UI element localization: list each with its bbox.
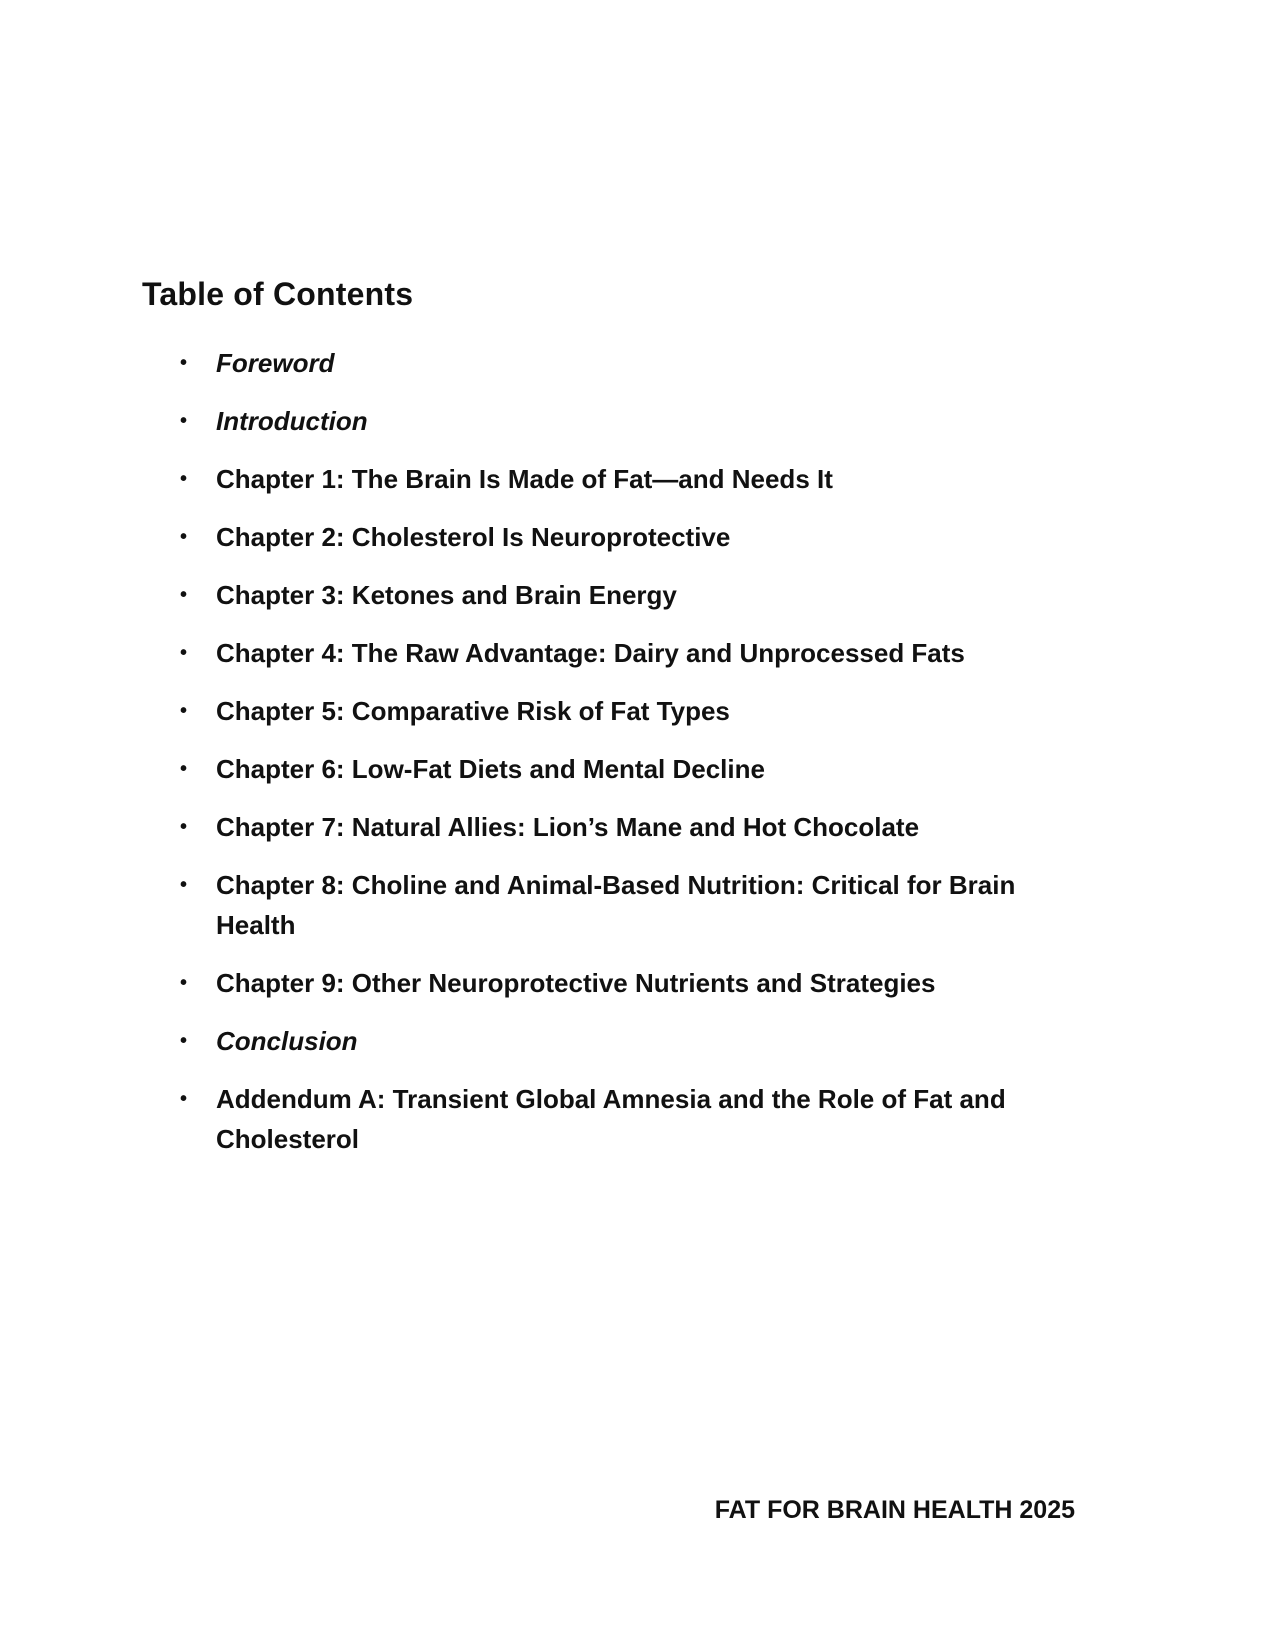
toc-item-chapter-5 [178,691,1098,731]
bullet-icon: • [180,468,188,490]
toc-item-introduction [178,401,1098,441]
toc-item-label: Chapter 5: Comparative Risk of Fat Types [216,696,730,726]
toc-item-chapter-7 [178,807,1098,847]
bullet-icon: • [180,1030,188,1052]
toc-item-label: Chapter 4: The Raw Advantage: Dairy and Unprocessed Fats [216,638,965,668]
bullet-icon: • [180,352,188,374]
toc-item-chapter-1 [178,459,1098,499]
bullet-icon: • [180,700,188,722]
bullet-icon: • [180,410,188,432]
toc-item-label: Chapter 2: Cholesterol Is Neuroprotective [216,522,731,552]
bullet-icon: • [180,874,188,896]
bullet-icon: • [180,584,188,606]
toc-item-label: Foreword [216,348,335,378]
bullet-icon: • [180,526,188,548]
toc-item-label: Chapter 7: Natural Allies: Lion’s Mane and Hot Chocolate [216,812,920,842]
toc-item-chapter-8 [178,865,1098,945]
toc-item-label: Introduction [216,406,368,436]
toc-title: Table of Contents [142,276,414,312]
footer-title: FAT FOR BRAIN HEALTH 2025 [714,1496,1075,1524]
toc-item-label: Chapter 8: Choline and Animal-Based Nutrition: Critical for Brain Health [216,870,1016,940]
toc-item-label: Chapter 9: Other Neuroprotective Nutrients and Strategies [216,968,936,998]
toc-item-foreword [178,343,1098,383]
bullet-icon: • [180,1088,188,1110]
toc-item-label: Chapter 1: The Brain Is Made of Fat—and Needs It [216,464,833,494]
toc-item-label: Conclusion [216,1026,358,1056]
toc-item-chapter-6 [178,749,1098,789]
bullet-icon: • [180,642,188,664]
toc-item-conclusion [178,1021,1098,1061]
toc-item-label: Addendum A: Transient Global Amnesia and the Role of Fat and Cholesterol [216,1084,1006,1154]
toc-item-label: Chapter 3: Ketones and Brain Energy [216,580,677,610]
toc-item-chapter-9 [178,963,1098,1003]
toc-item-chapter-3 [178,575,1098,615]
toc-item-label: Chapter 6: Low-Fat Diets and Mental Decline [216,754,765,784]
toc-item-chapter-2 [178,517,1098,557]
toc-item-addendum-a [178,1079,1098,1159]
toc-item-chapter-4 [178,633,1098,673]
bullet-icon: • [180,972,188,994]
bullet-icon: • [180,758,188,780]
toc-list [178,343,1098,1177]
bullet-icon: • [180,816,188,838]
